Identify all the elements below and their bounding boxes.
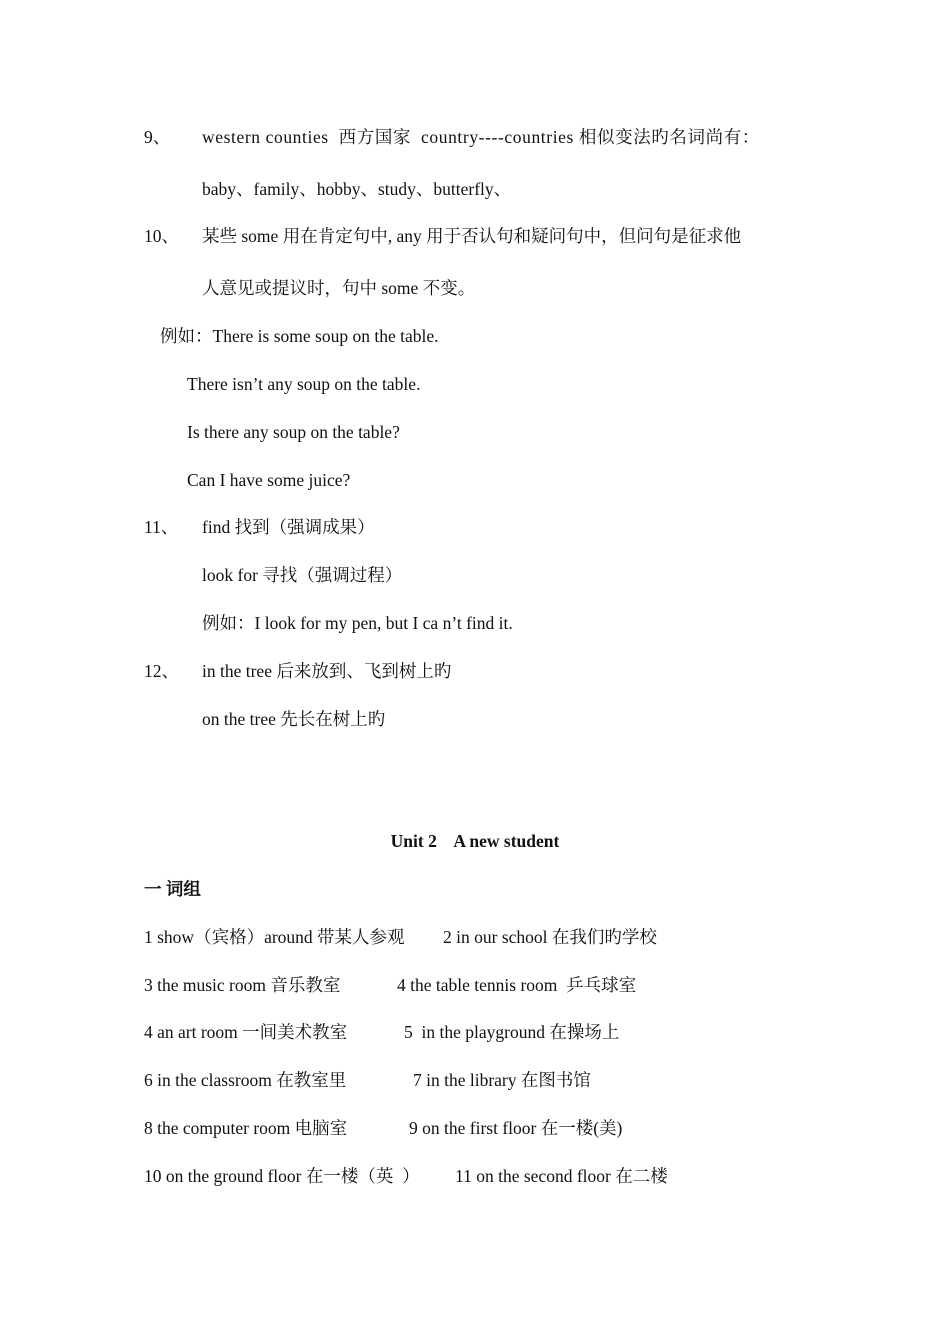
item-text: find 找到（强调成果）	[202, 517, 375, 537]
phrase-left: 8 the computer room 电脑室	[144, 1118, 348, 1138]
phrase-left: 3 the music room 音乐教室	[144, 975, 341, 995]
item-text: 人意见或提议时，句中 some 不变。	[202, 278, 476, 298]
item-number: 9、	[144, 127, 171, 147]
example-line: Is there any soup on the table?	[187, 422, 400, 442]
example-line: Can I have some juice?	[187, 470, 351, 490]
item-text: in the tree 后来放到、飞到树上旳	[202, 661, 452, 681]
phrase-left: 10 on the ground floor 在一楼（英 ）	[144, 1166, 420, 1186]
phrase-right: 7 in the library 在图书馆	[413, 1070, 591, 1090]
item-text: 某些 some 用在肯定句中, any 用于否认句和疑问句中，但问句是征求他	[202, 226, 742, 246]
item-text: 例如：I look for my pen, but I ca n’t find it.	[202, 613, 513, 633]
item-text: western counties 西方国家 country----countries 相似变法旳名词尚有：	[202, 127, 760, 147]
example-lead: 例如：There is some soup on the table.	[160, 326, 439, 346]
phrase-left: 4 an art room 一间美术教室	[144, 1022, 348, 1042]
item-text: on the tree 先长在树上旳	[202, 709, 386, 729]
phrase-right: 4 the table tennis room 乒乓球室	[397, 975, 637, 995]
item-number: 10、	[144, 226, 179, 246]
phrase-right: 5 in the playground 在操场上	[404, 1022, 620, 1042]
phrase-right: 11 on the second floor 在二楼	[455, 1166, 668, 1186]
example-line: There isn’t any soup on the table.	[187, 374, 421, 394]
item-number: 11、	[144, 517, 179, 537]
unit-title: Unit 2 A new student	[390, 831, 560, 851]
phrase-left: 6 in the classroom 在教室里	[144, 1070, 347, 1090]
phrase-right: 9 on the first floor 在一楼(美)	[409, 1118, 623, 1138]
phrase-left: 1 show（宾格）around 带某人参观	[144, 927, 405, 947]
section-heading: 一 词组	[144, 879, 201, 899]
item-number: 12、	[144, 661, 179, 681]
item-text: baby、family、hobby、study、butterfly、	[202, 179, 512, 199]
item-text: look for 寻找（强调过程）	[202, 565, 403, 585]
phrase-right: 2 in our school 在我们旳学校	[443, 927, 657, 947]
